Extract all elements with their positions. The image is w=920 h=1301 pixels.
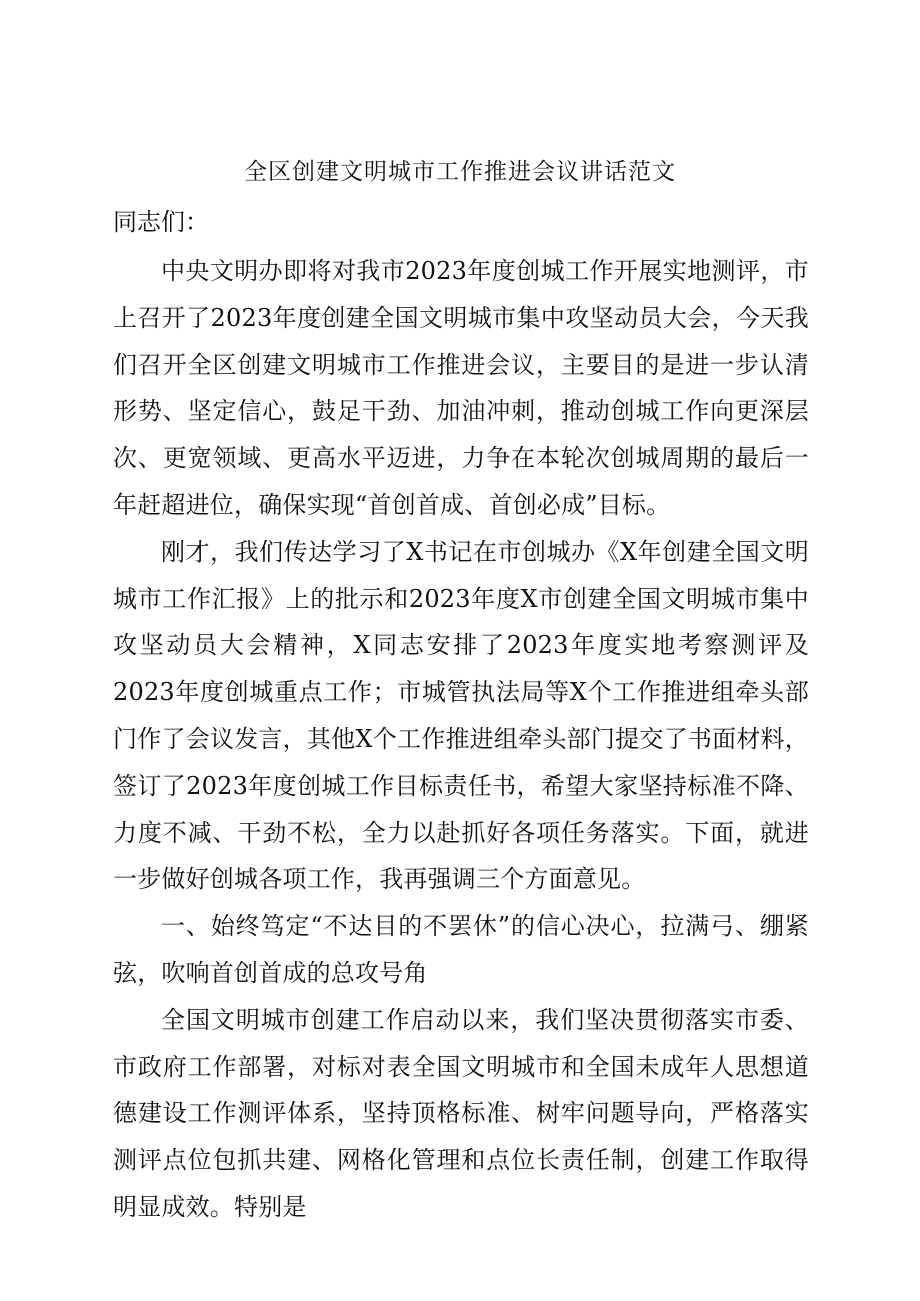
paragraph-intro: 中央文明办即将对我市2023年度创城工作开展实地测评，市上召开了2023年度创建全国文明城市集中攻坚动员大会，今天我们召开全区创建文明城市工作推进会议，主要目的是进一步认清形势、坚定信心，鼓足干劲、加油冲刺，推动创城工作向更深层次、更宽领域、更高水平迈进，力争在本轮次创城周期的最后一年赶超进位，确保实现“首创首成、首创必成”目标。 — [113, 257, 809, 519]
section-heading-one: 一、始终笃定“不达目的不罢休”的信心决心，拉满弓、绷紧弦，吹响首创首成的总攻号角 — [113, 912, 809, 987]
document-title: 全区创建文明城市工作推进会议讲话范文 — [244, 159, 676, 185]
salutation: 同志们： — [113, 208, 209, 236]
paragraph-summary: 刚才，我们传达学习了X书记在市创城办《X年创建全国文明城市工作汇报》上的批示和2023年度X市创建全国文明城市集中攻坚动员大会精神，X同志安排了2023年度实地考察测评及2023年度创城重点工作；市城管执法局等X个工作推进组牵头部门作了会议发言，其他X个工作推进组牵头部门提交了书面材料，签订了2023年度创城工作目标责任书，希望大家坚持标准不降、力度不减、干劲不松，全力以赴抓好各项任务落实。下面，就进一步做好创城各项工作，我再强调三个方面意见。 — [113, 537, 809, 894]
paragraph-section-one: 全国文明城市创建工作启动以来，我们坚决贯彻落实市委、市政府工作部署，对标对表全国文明城市和全国未成年人思想道德建设工作测评体系，坚持顶格标准、树牢问题导向，严格落实测评点位包抓共建、网格化管理和点位长责任制，创建工作取得明显成效。特别是 — [113, 1005, 809, 1221]
document-body — [113, 248, 809, 1231]
